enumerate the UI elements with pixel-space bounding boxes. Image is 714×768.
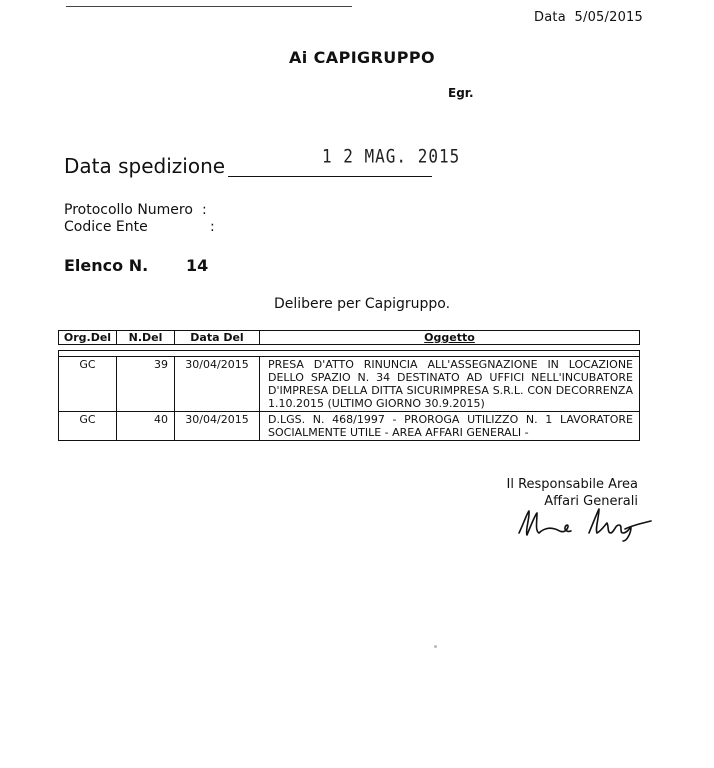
cell-subject: D.LGS. N. 468/1997 - PROROGA UTILIZZO N. 1 LAVORATORE SOCIALMENTE UTILE - AREA AFFARI GENERALI - [268,413,633,439]
signatory-title: Il Responsabile Area [506,477,638,492]
page-title: Ai CAPIGRUPPO [289,48,435,67]
signatory-area: Affari Generali [544,494,638,509]
cell-ndel: 39 [117,357,175,411]
cell-org: GC [59,357,117,411]
shipping-date-line [228,176,432,177]
cell-date: 30/04/2015 [175,357,260,411]
section-subtitle: Delibere per Capigruppo. [273,296,451,312]
ente-row [64,219,215,235]
column-header-org: Org.Del [59,331,117,344]
elenco-label: Elenco N. [64,256,149,275]
date-label: Data [534,10,566,25]
cell-ndel: 40 [117,412,175,440]
column-header-subject: Oggetto [424,331,475,344]
column-header-date: Data Del [175,331,260,344]
shipping-date-label: Data spedizione [64,154,226,178]
cell-date: 30/04/2015 [175,412,260,440]
handwritten-signature [515,503,655,543]
cell-org: GC [59,412,117,440]
date-value: 5/05/2015 [574,10,643,25]
shipping-date-stamp: 1 2 MAG. 2015 [322,145,461,167]
addressee: Egr. [448,86,474,100]
protocol-row [64,202,207,218]
ente-label: Codice Ente [64,219,148,235]
table-header [58,330,640,345]
cell-subject: PRESA D'ATTO RINUNCIA ALL'ASSEGNAZIONE IN LOCAZIONE DELLO SPAZIO N. 34 DESTINATO AD UFFICI NELL'INCUBATORE D'IMPRESA DELLA DITTA SICURIMPRESA S.R.L. CON DECORRENZA 1.10.2015 (ULTIMO GIORNO 30.9.2015) [268,358,633,410]
protocol-label: Protocollo Numero [64,202,193,218]
top-rule [66,6,352,7]
elenco-number: 14 [186,256,209,275]
table-row [59,356,639,411]
scan-speck [434,645,437,648]
document-date [534,10,643,25]
table-row [59,411,639,440]
column-header-ndel: N.Del [117,331,175,344]
deliberations-table [58,350,640,441]
protocol-colon: : [202,202,207,218]
ente-colon: : [210,219,215,235]
